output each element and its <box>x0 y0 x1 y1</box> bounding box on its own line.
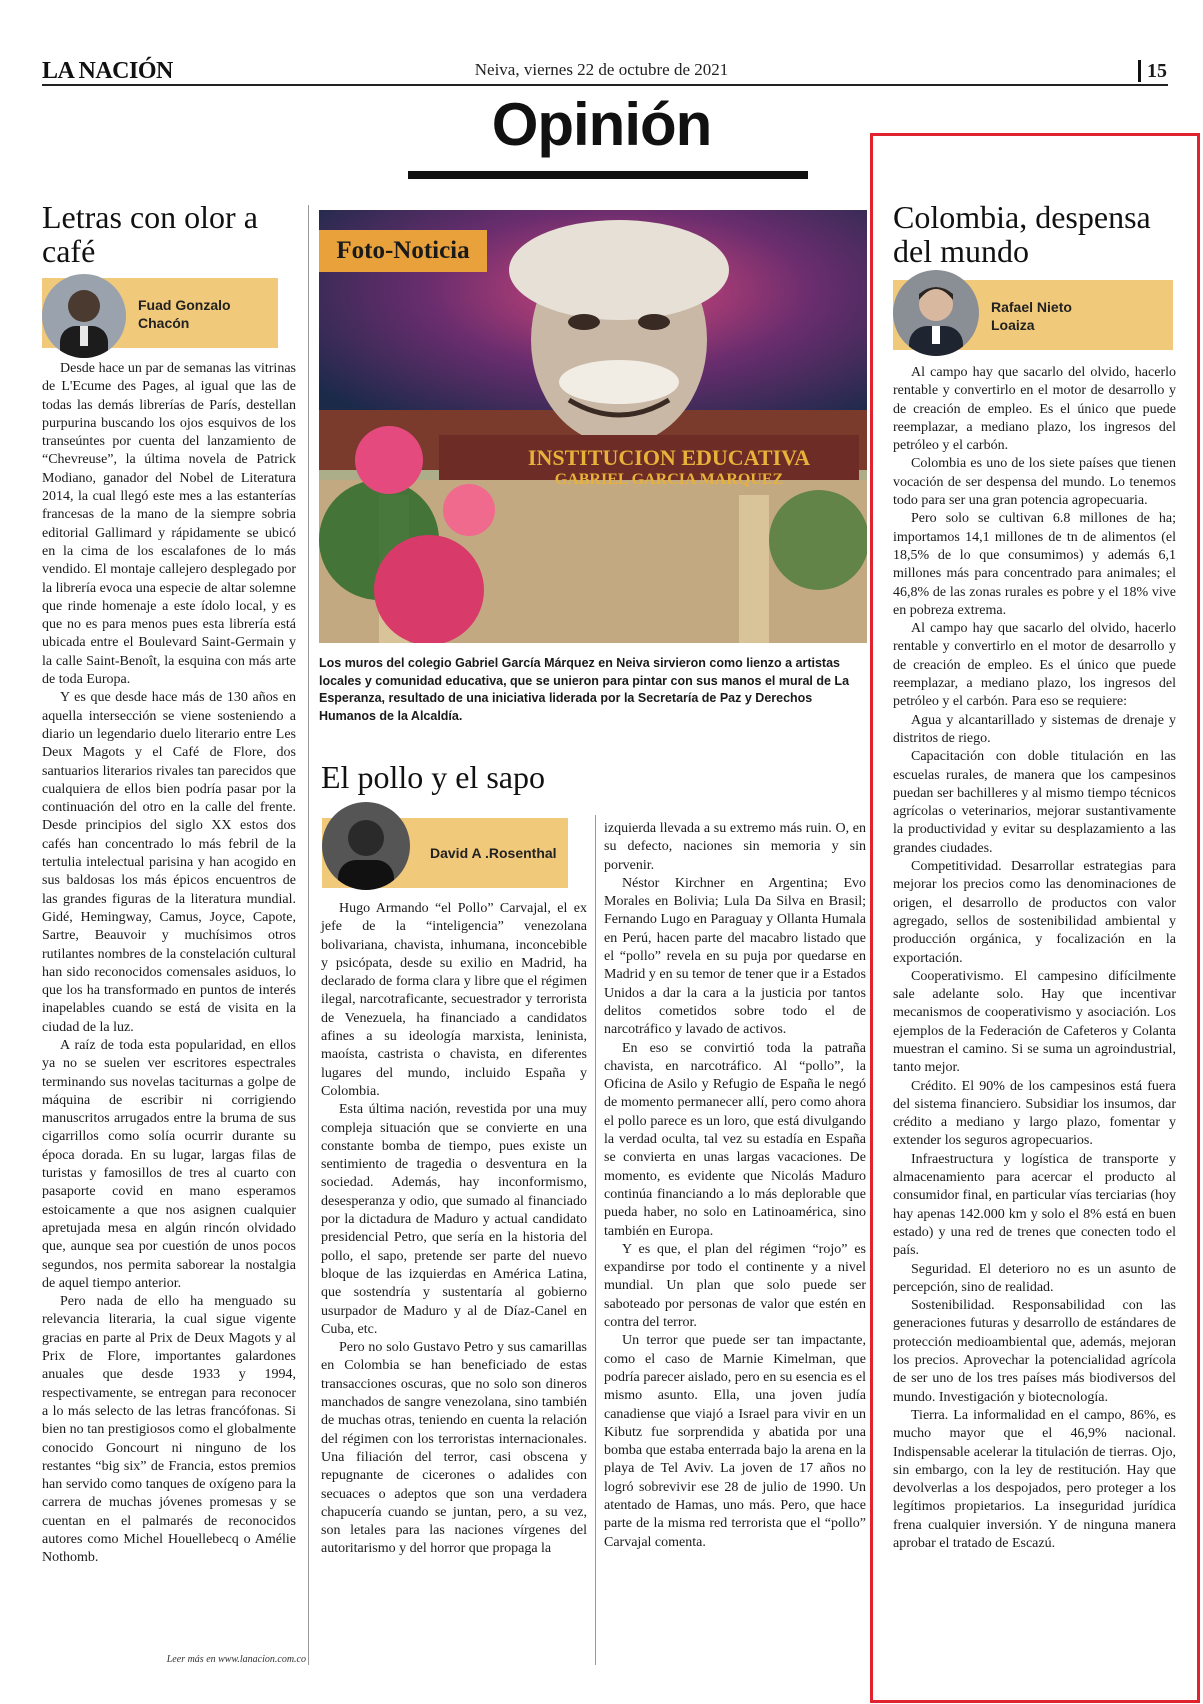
photo-news-caption: Los muros del colegio Gabriel García Márquez en Neiva sirvieron como lienzo a artistas locales y comunidad educativa, que se unieron para pintar con sus manos el mural de La Esperanza, resultado de una iniciativa liderada por la Secretaría de Paz y Derechos Humanos de la Alcaldía. <box>319 656 850 723</box>
article-center-paragraph: Esta última nación, revestida por una muy compleja situación que se convierte en una constante bomba de tiempo, pues existe un sentimiento de tragedia o desventura en la sociedad. Además, hay inconformismo, desesperanza y odio, que sumado al financiado por la dictadura de Maduro y actual candidato presidencial Petro, que sería en la historia del pollo, el sapo, pretende ser parte del nuevo bloque de las izquierdas en América Latina, que sostendría y sustentaría al gobierno usurpador de Maduro y al de Díaz-Canel en Cuba, etc. <box>321 1102 587 1337</box>
article-center-byline <box>322 818 568 888</box>
article-right-paragraph: Tierra. La informalidad en el campo, 86%, es mucho mayor que el 46,9% nacional. Indispensable acelerar la titulación de tierras. Ojo, sin embargo, con la ley de restitución. Hay que devolverlas a los despojados, pero proteger a los legítimos propietarios. La inseguridad jurídica frena cualquier inversión. Y de ninguna manera aprobar el tratado de Escazú. <box>893 1407 1176 1551</box>
article-center-paragraph: Pero no solo Gustavo Petro y sus camarillas en Colombia se han beneficiado de estas transacciones oscuras, que no solo son dineros manchados de sangre venezolana, sino también de muchas otras, teniendo en cuenta la relación del régimen con los terroristas internacionales. Una filiación del terror, casi obscena y repugnante de cicerones o adalides con secuaces o adeptos que son una verdadera chapucería cuando se juntan, pero, a su vez, son letales para las naciones vírgenes del autoritarismo y del horror que propaga la <box>321 1340 587 1557</box>
mural-text-bottom: GABRIEL GARCIA MARQUEZ <box>554 471 784 488</box>
article-center-col2 <box>604 820 866 1552</box>
article-right-paragraph: Agua y alcantarillado y sistemas de drenaje y distritos de riego. <box>893 712 1176 746</box>
article-right-headline: Colombia, despensa del mundo <box>893 199 1151 269</box>
article-left-headline: Letras con olor a café <box>42 199 258 269</box>
article-center-paragraph: En eso se convirtió toda la patraña chavista, en narcotráfico. Al “pollo”, la Oficina de Asilo y Refugio de España le negó de momento permanecer allí, pero como ahora el pollo parece es un loro, que está divulgando la verdad oculta, tal vez su estadía en España se convierta en unas largas vacaciones. De momento, es evidente que Nicolás Maduro continúa financiando a lo más deplorable que pueda haber, no solo en Latinoamérica, sino también en Europa. <box>604 1040 866 1239</box>
column-divider-center <box>595 815 596 1665</box>
author-portrait-icon <box>322 802 410 890</box>
article-highlight-frame <box>870 133 1200 1703</box>
article-right-paragraph: Al campo hay que sacarlo del olvido, hacerlo rentable y convertirlo en el motor de desarrollo y de creación de empleo. Es el único que puede reemplazar, a mediano plazo, los ingresos del petróleo y el carbón. Para eso se requiere: <box>893 621 1176 710</box>
article-center-col1 <box>321 900 587 1559</box>
article-right-paragraph: Crédito. El 90% de los campesinos está fuera del sistema financiero. Subsidiar los insumos, dar crédito a mediano y largo plazo, fomentar y extender los seguros agropecuarios. <box>893 1078 1176 1149</box>
author-avatar-david <box>322 802 410 890</box>
article-right-paragraph: Sostenibilidad. Responsabilidad con las generaciones futuras y desarrollo de estándares de protección medioambiental que, además, mejoran los precios. Aprovechar la potencialidad agrícola de ser uno de los tres países más biodiversos del mundo. Investigación y biotecnología. <box>893 1298 1176 1405</box>
article-center-paragraph: Néstor Kirchner en Argentina; Evo Morales en Bolivia; Lula Da Silva en Brasil; Fernando Lugo en Paraguay y Ollanta Humala en Perú, hacen parte del macabro listado que el “pollo” revela en su puja por quedarse en Madrid y en su temor de tener que ir a Estados Unidos a dar la cara a la justicia por tantos delitos cometidos sobre todo el de narcotráfico y lavado de activos. <box>604 875 866 1038</box>
mural-photo-illustration <box>319 210 867 643</box>
article-right-paragraph: Pero solo se cultivan 6.8 millones de ha; importamos 14,1 millones de tn de alimentos (el 18,5% de lo que consumimos) y además 6,1 millones más para concentrado para animales; el 46,8% de las zonas rurales es pobre y el 18% vive en pobreza extrema. <box>893 511 1176 618</box>
article-right-paragraph: Competitividad. Desarrollar estrategias para mejorar los precios como las denominaciones de origen, el desarrollo de productos con valor agregado, sellos de sostenibilidad ambiental y producción orgánica, y focalización en la exportación. <box>893 859 1176 966</box>
column-divider-left <box>308 205 309 1665</box>
article-left-paragraph: Pero nada de ello ha menguado su relevancia literaria, la cual sigue vigente gracias en parte al Prix de Deux Magots y al Prix de Flore, importantes galardones anuales que desde 1933 y 1994, respectivamente, se entregan para reconocer a lo más selecto de las letras francófonas. Si bien no tan prestigiosos como el globalmente conocido Goncourt ni ninguno de los restantes “big six” de Francia, estos premios han servido como tanques de oxígeno para la carrera de muchas jóvenes promesas y se cuentan en el palmarés de reconocidos autores como Michel Houellebecq o Amélie Nothomb. <box>42 1294 296 1566</box>
section-title-bar <box>408 171 808 179</box>
article-left-author: Fuad Gonzalo Chacón <box>138 297 231 331</box>
article-left-paragraph: Desde hace un par de semanas las vitrinas de L'Ecume des Pages, al igual que las de todas las demás librerías de París, destellan purpurina buscando los ojos esquivos de los transeúntes por cuenta del lanzamiento de “Chevreuse”, la última novela de Patrick Modiano, ganador del Nobel de Literatura 2014, la cual llegó este mes a las estanterías francesas de la mano de la siempre sobria editorial Gallimard y rápidamente se ubicó en la cima de los escalafones de lo más vendido. El montaje callejero desplegado por la librería evoca una especie de altar solemne que rinde homenaje a este ídolo local, y es que no es para menos pues esta librería está ubicada entre el Boulevard Saint-Germain y la calle Saint-Benoît, la esquina con más arte de toda Europa. <box>42 361 296 688</box>
article-left-body <box>42 360 296 1568</box>
author-avatar-fuad <box>42 274 126 358</box>
article-right-paragraph: Colombia es uno de los siete países que tienen vocación de ser despensa del mundo. Lo tenemos todo para ser una gran potencia agropecuaria. <box>893 456 1176 509</box>
header-rule <box>42 84 1168 86</box>
page-number: 15 <box>1138 60 1167 82</box>
article-right-paragraph: Seguridad. El deterioro no es un asunto de percepción, sino de realidad. <box>893 1261 1176 1295</box>
article-left-paragraph: A raíz de toda esta popularidad, en ellos ya no se suelen ver escritores espectrales terminando sus novelas taciturnas a golpe de máquina de escribir ni corrigiendo manuscritos arrugados entre la bruma de sus cigarrillos como solía ocurrir durante su época dorada. En su lugar, largas filas de turistas y famosillos de tres al cuarto con pasaporte covid en mano esperamos estoicamente a que nos asignen cualquier apretujada mesa en algún rincón olvidado que, aunque sea por cuestión de unos pocos segundos, nos permita saborear la nostalgia de aquel tiempo anterior. <box>42 1037 296 1291</box>
author-portrait-icon <box>42 274 126 358</box>
mural-text-top: INSTITUCION EDUCATIVA <box>527 445 811 470</box>
dateline: Neiva, viernes 22 de octubre de 2021 <box>474 60 729 79</box>
article-center-paragraph: Hugo Armando “el Pollo” Carvajal, el ex jefe de la “inteligencia” venezolana bolivariana, chavista, inhumana, inconcebible y psicópata, desde su exilio en Madrid, ha declarado de forma clara y libre que el régimen ilegal, narcotraficante, secuestrador y terrorista de Venezuela, ha financiado a candidatos afines a su ideología marxista, leninista, maoísta, castrista o chavista, en diferentes lugares del mundo, incluido España y Colombia. <box>321 901 587 1099</box>
article-center-headline: El pollo y el sapo <box>321 759 545 795</box>
photo-news-label: Foto-Noticia <box>319 230 487 272</box>
article-right-paragraph: Al campo hay que sacarlo del olvido, hacerlo rentable y convertirlo en el motor de desarrollo y de creación de empleo. Es el único que puede reemplazar, a mediano plazo, los ingresos del petróleo y el carbón. <box>893 365 1176 454</box>
article-right-paragraph: Infraestructura y logística de transporte y almacenamiento para acercar el producto al consumidor final, en particular vías terciarias (hoy hay apenas 142.000 km y solo el 8% está en buen estado) y una red de trenes que conecten todo el país. <box>893 1151 1176 1259</box>
article-center-paragraph: Y es que, el plan del régimen “rojo” es expandirse por todo el continente y a nivel mundial. Un plan que solo puede ser saboteado por personas de valor que estén en contra del terror. <box>604 1241 866 1331</box>
read-more-link[interactable]: Leer más en www.lanacion.com.co <box>166 1654 306 1665</box>
section-title: Opinión <box>491 91 712 158</box>
article-center-paragraph: Un terror que puede ser tan impactante, como el caso de Marnie Kimelman, que podría parecer aislado, pero en su esencia es el mismo asunto. Ella, una joven judía canadiense que viajó a Israel para vivir en un Kibutz fue sorprendida y abatida por una bomba que estaba enterrada bajo la arena en la playa de Tel Aviv. La joven de 17 años no logró sobrevivir ese 28 de julio de 1990. Un atentado de Hamas, uno más. Pero, que hace parte de la misma red terrorista que el “pollo” Carvajal comenta. <box>604 1333 866 1550</box>
article-center-author: David A .Rosenthal <box>430 845 557 861</box>
newspaper-logo: LA NACIÓN <box>42 58 173 84</box>
article-left-byline <box>42 278 278 348</box>
article-right-paragraph: Cooperativismo. El campesino difícilmente sale adelante solo. Hay que incentivar mecanismos de cooperativismo y asociación. Los ejemplos de la Federación de Cafeteros y Colanta muestran el camino. Si se suma un agroindustrial, tanto mejor. <box>893 968 1176 1076</box>
article-center-paragraph: izquierda llevada a su extremo más ruin. O, en su defecto, naciones sin memoria y sin porvenir. <box>604 821 866 873</box>
article-right-author: Rafael Nieto Loaiza <box>991 299 1072 333</box>
article-left-paragraph: Y es que desde hace más de 130 años en aquella intersección se viene sosteniendo a diario un legendario duelo literario entre Les Deux Magots y el Café de Flore, dos santuarios literarios rivales tan parecidos que cualquiera de ellos bien podría pasar por la continuación del otro en la calle del frente. Desde principios del siglo XX estos dos cafés han concentrado lo más febril de la tertulia intelectual parisina y han acogido en sus baldosas los más épicos encuentros de las grandes figuras de la literatura mundial. Gidé, Hemingway, Camus, Joyce, Capote, Sartre, Beauvoir y muchísimos otros rutilantes nombres de la constelación cultural han sido reconocidos comensales asiduos, lo que los ha transformado en puntos de interés inapelables cuando se está de visita en la ciudad de la luz. <box>42 690 296 1035</box>
photo-news-image <box>319 210 867 643</box>
article-right-paragraph: Capacitación con doble titulación en las escuelas rurales, de manera que los campesinos puedan ser bachilleres y al mismo tiempo técnicos agrícolas o veterinarios, mejorar sustantivamente la productividad y evitar su desplazamiento a las grandes ciudades. <box>893 749 1176 856</box>
